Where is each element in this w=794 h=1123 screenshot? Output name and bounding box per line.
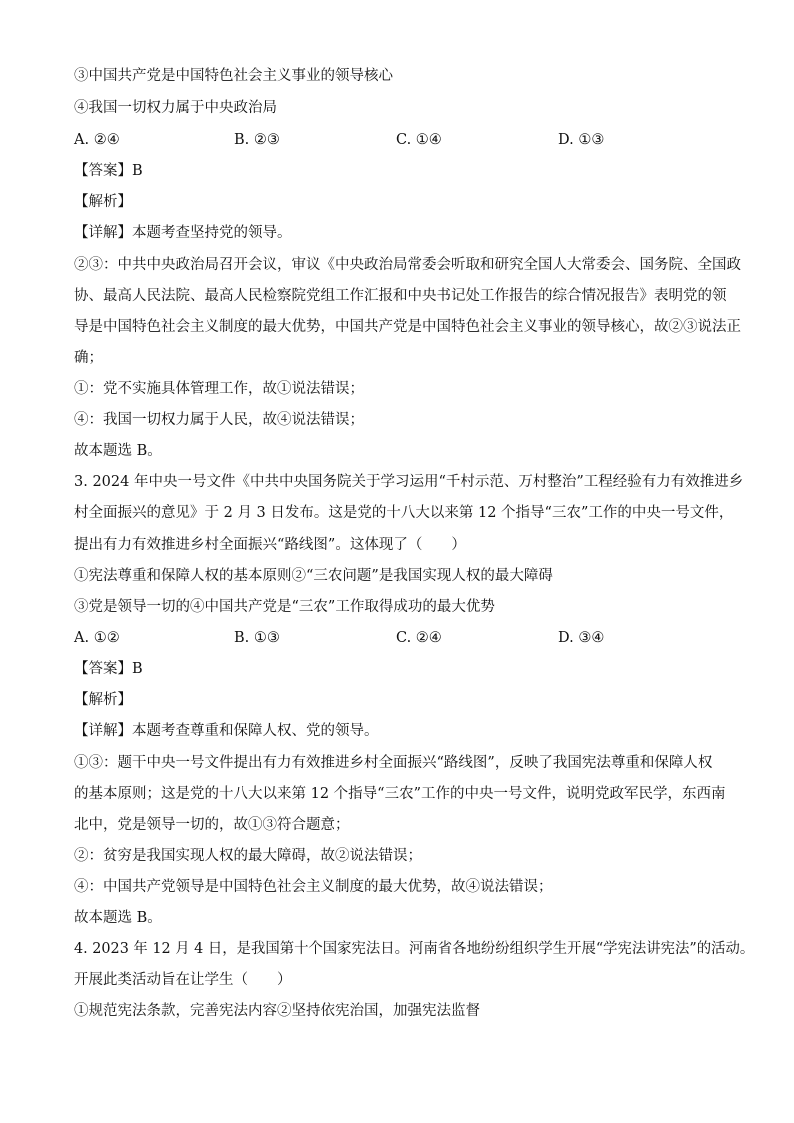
explanation-line: ④：中国共产党领导是中国特色社会主义制度的最大优势，故④说法错误；: [74, 879, 553, 895]
question-stem: 提出有力有效推进乡村全面振兴“路线图”。这体现了（ ）: [74, 537, 466, 553]
statement-line: ①规范宪法条款，完善宪法内容②坚持依宪治国，加强宪法监督: [74, 1003, 480, 1019]
explanation-line: 故本题选 B。: [74, 910, 162, 926]
detail-label: 【详解】本题考查尊重和保障人权、党的领导。: [74, 723, 379, 739]
explanation-line: 确；: [74, 350, 103, 366]
options-row: [74, 130, 724, 150]
option-c: C. ①④: [396, 132, 442, 148]
statement-line: ③党是领导一切的④中国共产党是“三农”工作取得成功的最大优势: [74, 599, 495, 615]
explanation-line: ②：贫穷是我国实现人权的最大障碍，故②说法错误；: [74, 848, 422, 864]
option-d: D. ①③: [558, 132, 605, 148]
question-stem: 3. 2024 年中央一号文件《中共中央国务院关于学习运用“千村示范、万村整治”工程经验有力有效推进乡: [74, 474, 744, 490]
options-row: [74, 628, 724, 648]
analysis-label: 【解析】: [74, 194, 132, 210]
explanation-line: ①③：题干中央一号文件提出有力有效推进乡村全面振兴“路线图”，反映了我国宪法尊重和保障人权: [74, 755, 713, 771]
explanation-line: 协、最高人民法院、最高人民检察院党组工作汇报和中央书记处工作报告的综合情况报告》表明党的领: [74, 288, 727, 304]
explanation-line: ②③：中共中央政治局召开会议，审议《中央政治局常委会听取和研究全国人大常委会、国务院、全国政: [74, 257, 741, 273]
option-b: B. ②③: [234, 132, 280, 148]
explanation-line: 导是中国特色社会主义制度的最大优势，中国共产党是中国特色社会主义事业的领导核心，故②③说法正: [74, 319, 741, 335]
analysis-label: 【解析】: [74, 692, 132, 708]
statement-3: ③中国共产党是中国特色社会主义事业的领导核心: [74, 68, 393, 84]
option-c: C. ②④: [396, 630, 442, 646]
answer-label: 【答案】B: [74, 163, 143, 179]
option-d: D. ③④: [558, 630, 605, 646]
statement-4: ④我国一切权力属于中央政治局: [74, 100, 277, 116]
explanation-line: ①：党不实施具体管理工作，故①说法错误；: [74, 381, 364, 397]
question-stem: 村全面振兴的意见》于 2 月 3 日发布。这是党的十八大以来第 12 个指导“三农”工作的中央一号文件，: [74, 505, 734, 521]
detail-label: 【详解】本题考查坚持党的领导。: [74, 225, 292, 241]
answer-label: 【答案】B: [74, 661, 143, 677]
explanation-line: 北中，党是领导一切的，故①③符合题意；: [74, 817, 350, 833]
question-stem: 4. 2023 年 12 月 4 日，是我国第十个国家宪法日。河南省各地纷纷组织学生开展“学宪法讲宪法”的活动。: [74, 941, 755, 957]
explanation-line: 故本题选 B。: [74, 443, 162, 459]
explanation-line: ④：我国一切权力属于人民，故④说法错误；: [74, 412, 364, 428]
statement-line: ①宪法尊重和保障人权的基本原则②“三农问题”是我国实现人权的最大障碍: [74, 568, 553, 584]
explanation-line: 的基本原则；这是党的十八大以来第 12 个指导“三农”工作的中央一号文件，说明党政军民学，东西南: [74, 786, 726, 802]
option-a: A. ②④: [74, 132, 120, 148]
option-a: A. ①②: [74, 630, 120, 646]
option-b: B. ①③: [234, 630, 280, 646]
question-stem: 开展此类活动旨在让学生（ ）: [74, 972, 292, 988]
